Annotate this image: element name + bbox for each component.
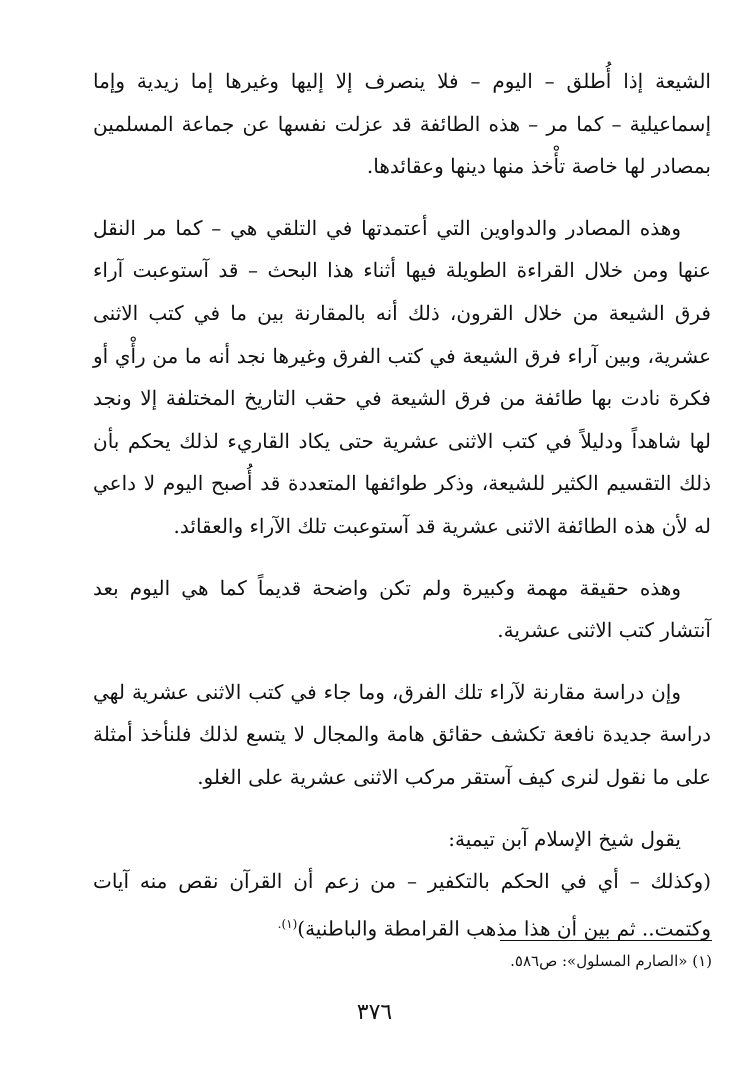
paragraph-4: وإن دراسة مقارنة لآراء تلك الفرق، وما جاء في كتب الاثنى عشرية لهي دراسة جديدة نافعة تكشف حقائق هامة والمجال لا يتسع لذلك فلنأخذ أمثلة على ما نقول لنرى كيف آستقر مركب الاثنى عشرية على الغلو. — [93, 679, 711, 789]
footnote-text: «الصارم المسلول»: ص٥٨٦. — [510, 952, 688, 970]
footnote-reference: (١). — [277, 916, 298, 931]
quotation-text: (وكذلك – أي في الحكم بالتكفير – من زعم أن القرآن نقص منه آيات وكتمت.. ثم بين أن هذا مذهب القرامطة والباطنية) — [93, 869, 711, 941]
paragraph-1: الشيعة إذا أُطلق – اليوم – فلا ينصرف إلا إليها وغيرها إما زيدية وإما إسماعيلية – كما مر – هذه الطائفة قد عزلت نفسها عن جماعة المسلمين بمصادر لها خاصة تأْخذ منها دينها وعقائدها. — [93, 69, 711, 179]
quote-intro: يقول شيخ الإسلام آبن تيمية: — [448, 826, 681, 851]
footnote-divider — [500, 940, 712, 941]
quotation — [93, 860, 711, 950]
footnote — [420, 950, 712, 972]
footnote-marker: (١) — [692, 952, 712, 970]
main-text — [93, 60, 711, 950]
paragraph-3: وهذه حقيقة مهمة وكبيرة ولم تكن واضحة قديماً كما هي اليوم بعد آنتشار كتب الاثنى عشرية. — [93, 575, 711, 643]
paragraph-2: وهذه المصادر والدواوين التي أعتمدتها في التلقي هي – كما مر النقل عنها ومن خلال القراءة الطويلة فيها أثناء هذا البحث – قد آستوعبت آراء فرق الشيعة من خلال القرون، ذلك أنه بالمقارنة بين ما في كتب الاثنى عشرية، وبين آراء فرق الشيعة في كتب الفرق وغيرها نجد أنه ما من رأْي أو فكرة نادت بها طائفة من فرق الشيعة في حقب التاريخ المختلفة إلا ونجد لها شاهداً ودليلاً في كتب الاثنى عشرية حتى يكاد القاريء لذلك يحكم بأن ذلك التقسيم الكثير للشيعة، وذكر طوائفها المتعددة قد أُصبح اليوم لا داعي له لأن هذه الطائفة الاثنى عشرية قد آستوعبت تلك الآراء والعقائد. — [93, 215, 712, 538]
page-number: ٣٧٦ — [356, 1000, 393, 1025]
